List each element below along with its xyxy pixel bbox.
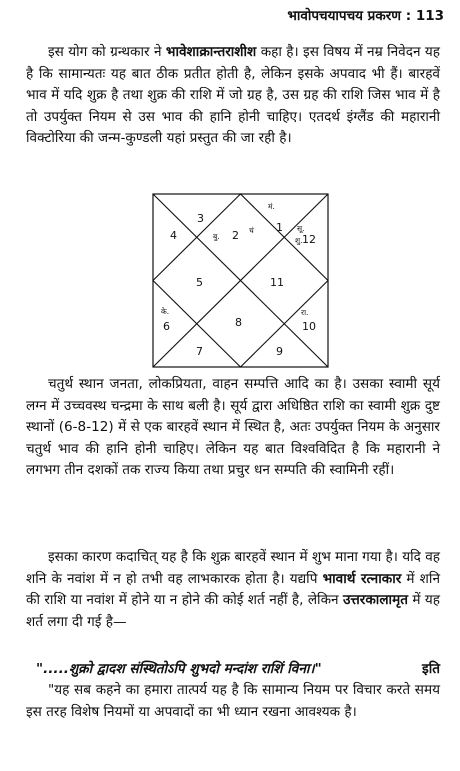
paragraph-reason-text-3: में यह शर्त लगा दी गई है— xyxy=(26,592,440,630)
house-number-12: 12 xyxy=(302,233,316,246)
sanskrit-quote-text: ".....शुक्रो द्वादश संस्थितोऽपि शुभदो मन्दांश राशिं विना।" xyxy=(36,661,322,677)
house-number-5: 5 xyxy=(196,276,203,289)
page-header: भावोपचयापचय प्रकरण : 113 xyxy=(287,8,444,24)
house-number-4: 4 xyxy=(170,229,177,242)
sanskrit-quote xyxy=(26,658,440,677)
paragraph-fourth-house xyxy=(26,374,440,482)
paragraph-reason xyxy=(26,547,440,633)
house-number-11: 11 xyxy=(270,276,284,289)
house-number-2: 2 xyxy=(232,229,239,242)
planet-moon-house2: चं xyxy=(249,226,254,235)
book-bhavartha-ratnakara: भावार्थ रत्नाकार xyxy=(322,570,402,587)
planet-ketu-house6: के. xyxy=(161,307,170,316)
house-number-9: 9 xyxy=(276,345,283,358)
paragraph-conclusion-text: "यह सब कहने का हमारा तात्पर्य यह है कि सामान्य नियम पर विचार करते समय इस तरह विशेष नियमों या अपवादों का भी ध्यान रखना आवश्यक है। xyxy=(26,682,440,720)
house-number-8: 8 xyxy=(235,316,242,329)
planet-sun-house12: सू. xyxy=(297,224,305,233)
house-number-6: 6 xyxy=(163,320,170,333)
paragraph-intro-text-1: इस योग को ग्रन्थकार ने xyxy=(48,44,166,60)
planet-mars-house1: मं. xyxy=(268,202,275,211)
term-bhaveshakrantrashish: भावेशाक्रान्तराशीश xyxy=(165,44,257,60)
paragraph-conclusion xyxy=(26,680,440,723)
house-number-7: 7 xyxy=(196,345,203,358)
planet-mercury-house2: बु. xyxy=(213,232,220,241)
paragraph-reason-text-1: इसका कारण कदाचित् यह है कि शुक्र बारहवें स्थान में शुभ माना गया है। यदि वह शनि के नवांश में न हो तभी वह लाभकारक होता है। यद्यपि xyxy=(26,549,440,587)
kundali-chart xyxy=(152,193,329,368)
quote-iti: इति xyxy=(422,661,440,677)
book-uttarakalamrita: उत्तरकालामृत xyxy=(342,592,408,608)
house-number-1: 1 xyxy=(276,221,283,234)
planet-rahu-house10: रा. xyxy=(301,308,309,317)
paragraph-reason-text-2: में शनि की राशि या नवांश में होने या न होने की कोई शर्त नहीं है, लेकिन xyxy=(26,570,440,608)
planet-venus-house12: शु. xyxy=(295,236,303,245)
paragraph-fourth-house-text: चतुर्थ स्थान जनता, लोकप्रियता, वाहन सम्पत्ति आदि का है। उसका स्वामी सूर्य लग्न में उच्चवस्थ चन्द्रमा के साथ बली है। सूर्य द्वारा अधिष्ठित राशि का स्वामी शुक्र दुष्ट स्थानों (6-8-12) में से एक बारहवें स्थान में स्थित है, अतः उपर्युक्त नियम के अनुसार चतुर्थ भाव की हानि होनी चाहिए। लेकिन यह बात विश्वविदित है कि महारानी ने लगभग तीन दशकों तक राज्य किया तथा प्रचुर धन सम्पति की स्वामिनी रहीं। xyxy=(26,376,440,478)
paragraph-intro xyxy=(26,42,440,150)
paragraph-intro-text-2: कहा है। इस विषय में नम्र निवेदन यह है कि सामान्यतः यह बात ठीक प्रतीत होती है, लेकिन इसके अपवाद भी हैं। बारहवें भाव में यदि शुक्र है तथा शुक्र की राशि में जो ग्रह है, उस ग्रह की राशि जिस भाव में है तो उपर्युक्त नियम से उस भाव की हानि होनी चाहिए। एतदर्थ इंग्लैंड की महारानी विक्टोरिया की जन्म-कुण्डली यहां प्रस्तुत की जा रही है। xyxy=(26,44,441,146)
house-number-10: 10 xyxy=(302,320,316,333)
kundali-chart-svg xyxy=(152,193,329,368)
house-number-3: 3 xyxy=(197,212,204,225)
